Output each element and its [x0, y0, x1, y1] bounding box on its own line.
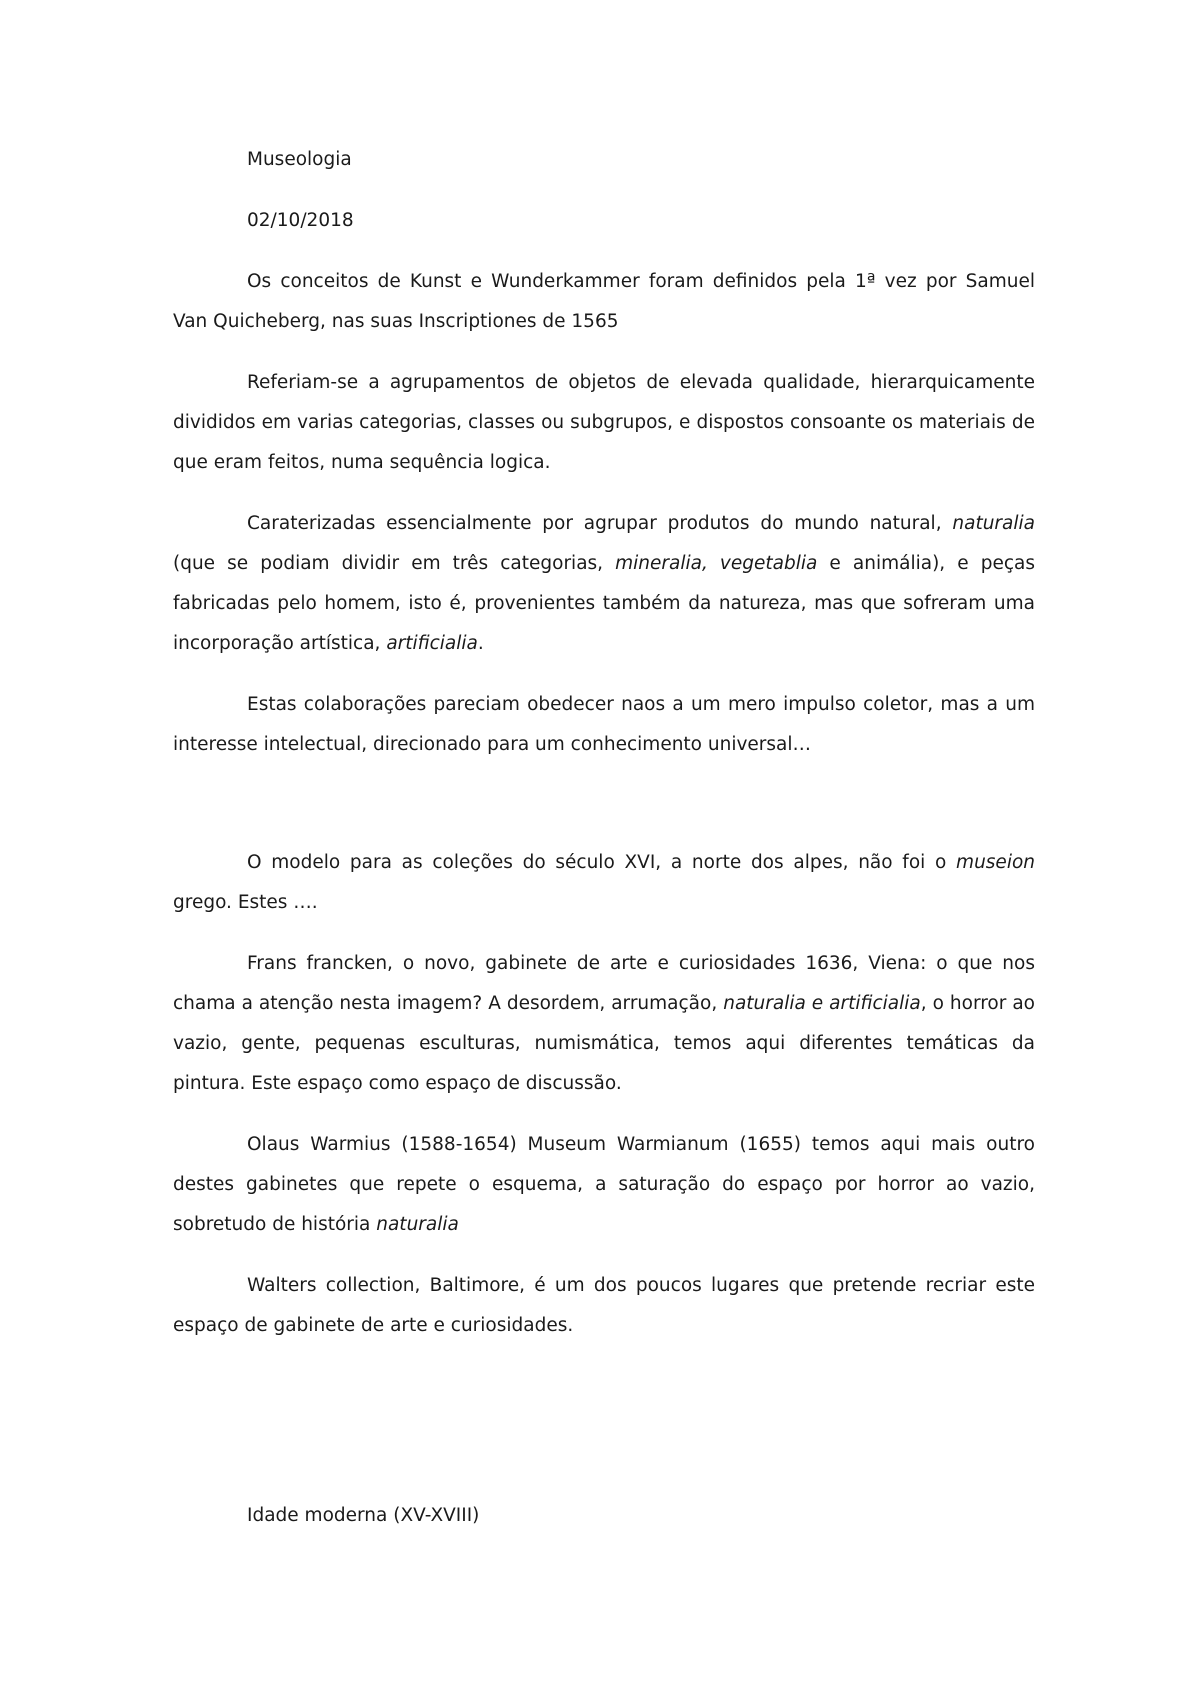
paragraph-8: Walters collection, Baltimore, é um dos poucos lugares que pretende recriar este espaço de gabinete de arte e curiosidades. — [173, 1275, 1035, 1336]
document-body — [173, 140, 1035, 1536]
paragraph-3: Caraterizadas essencialmente por agrupar produtos do mundo natural, naturalia (que se podiam dividir em três categorias, mineralia, vegetablia e animália), e peças fabricadas pelo homem, isto é, provenientes também da natureza, mas que sofreram uma incorporação artística, artificialia. — [173, 513, 1035, 654]
paragraph-5: O modelo para as coleções do século XVI, a norte dos alpes, não foi o museion grego. Estes …. — [173, 852, 1035, 913]
document-date: 02/10/2018 — [247, 210, 354, 231]
paragraph-4: Estas colaborações pareciam obedecer naos a um mero impulso coletor, mas a um interesse intelectual, direcionado para um conhecimento universal… — [173, 694, 1035, 755]
paragraph-7: Olaus Warmius (1588-1654) Museum Warmianum (1655) temos aqui mais outro destes gabinetes que repete o esquema, a saturação do espaço por horror ao vazio, sobretudo de história naturalia — [173, 1134, 1035, 1235]
document-title: Museologia — [247, 149, 352, 170]
section-heading: Idade moderna (XV-XVIII) — [247, 1505, 480, 1526]
paragraph-1: Os conceitos de Kunst e Wunderkammer foram definidos pela 1ª vez por Samuel Van Quicheberg, nas suas Inscriptiones de 1565 — [173, 271, 1035, 332]
paragraph-6: Frans francken, o novo, gabinete de arte e curiosidades 1636, Viena: o que nos chama a atenção nesta imagem? A desordem, arrumação, naturalia e artificialia, o horror ao vazio, gente, pequenas esculturas, numismática, temos aqui diferentes temáticas da pintura. Este espaço como espaço de discussão. — [173, 953, 1036, 1094]
paragraph-2: Referiam-se a agrupamentos de objetos de elevada qualidade, hierarquicamente divididos em varias categorias, classes ou subgrupos, e dispostos consoante os materiais de que eram feitos, numa sequência logica. — [173, 372, 1035, 473]
